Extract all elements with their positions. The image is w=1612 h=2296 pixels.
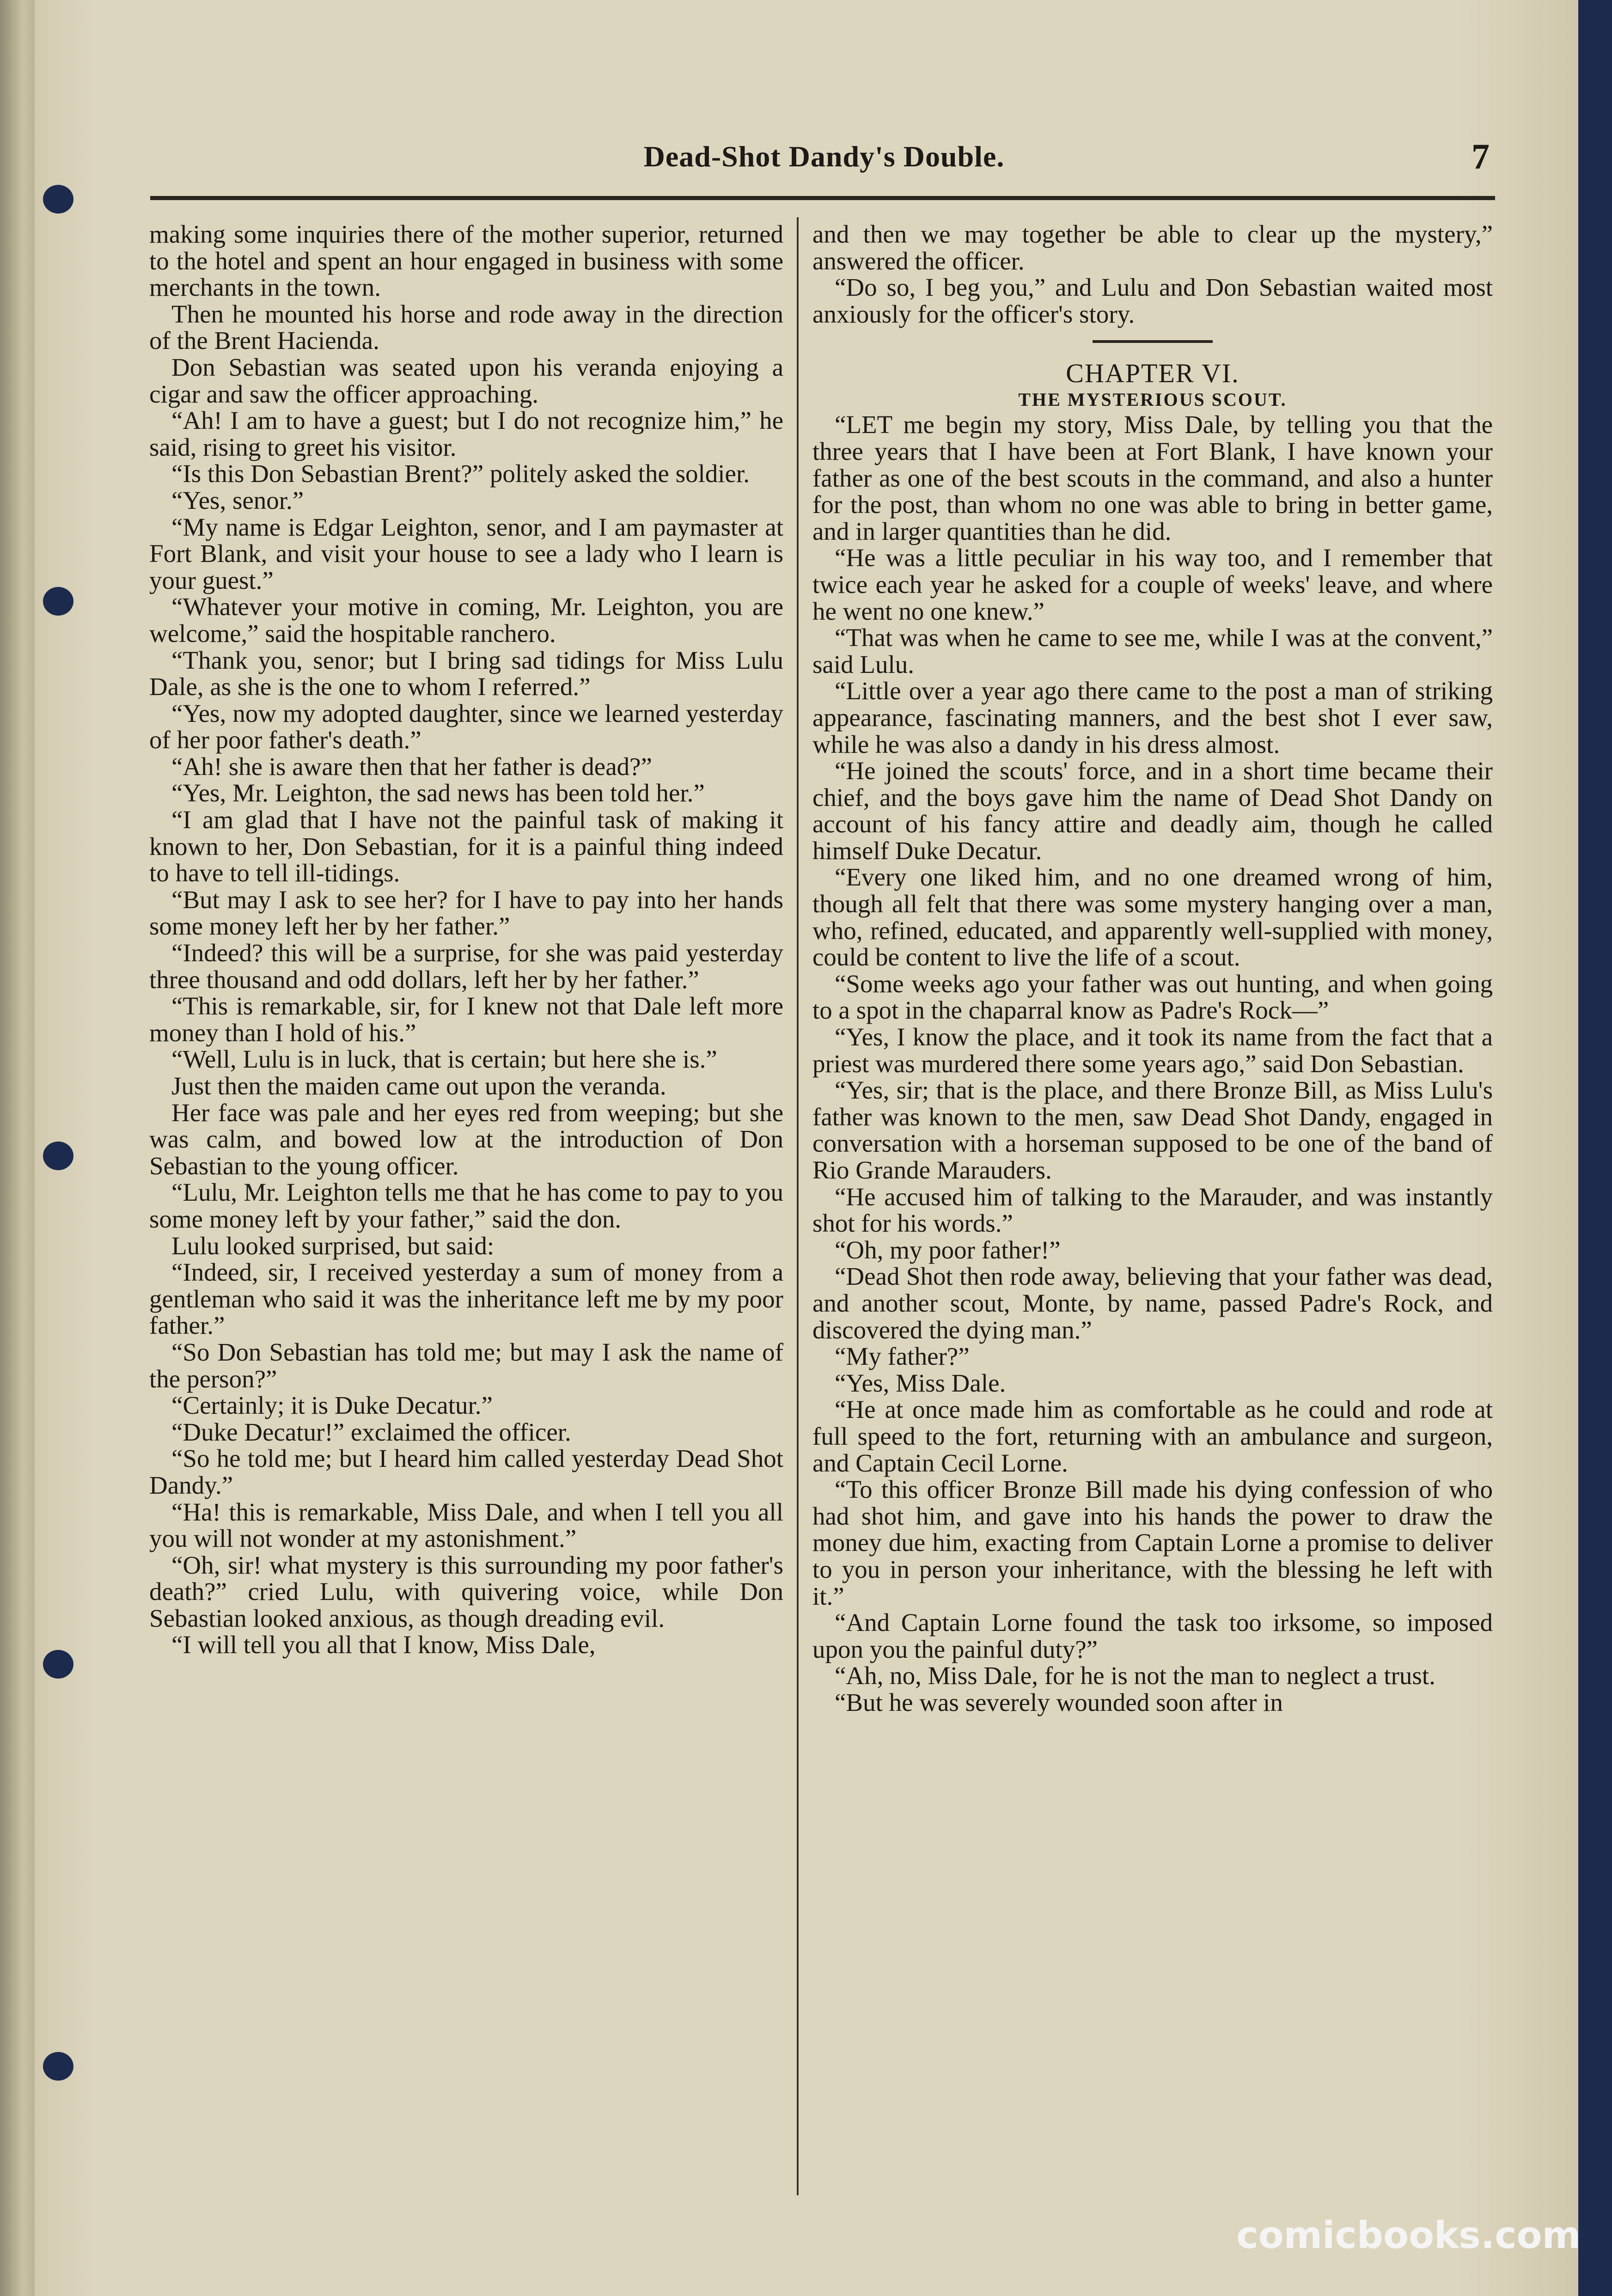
paragraph: “Thank you, senor; but I bring sad tidings for Miss Lulu Dale, as she is the one to whom I referred.” bbox=[149, 646, 783, 701]
paragraph: “He at once made him as comfortable as he could and rode at full speed to the fort, returning with an ambulance and surgeon, and Captain Cecil Lorne. bbox=[812, 1395, 1493, 1477]
paragraph: “Ha! this is remarkable, Miss Dale, and when I tell you all you will not wonder at my astonishment.” bbox=[149, 1497, 783, 1553]
running-head-title: Dead-Shot Dandy's Double. bbox=[643, 140, 1005, 173]
binding-stitch-hole bbox=[43, 2052, 73, 2081]
paragraph: “Ah! I am to have a guest; but I do not recognize him,” he said, rising to greet his visitor. bbox=[149, 406, 783, 461]
paragraph: Her face was pale and her eyes red from weeping; but she was calm, and bowed low at the introduction of Don Sebastian to the young officer. bbox=[149, 1098, 783, 1180]
paragraph: “Some weeks ago your father was out hunting, and when going to a spot in the chaparral know as Padre's Rock—” bbox=[812, 969, 1493, 1025]
paragraph: “Is this Don Sebastian Brent?” politely asked the soldier. bbox=[171, 459, 750, 488]
left-text-column bbox=[149, 221, 783, 2208]
paragraph: “Ah! she is aware then that her father is dead?” bbox=[171, 752, 652, 781]
paragraph: “Indeed, sir, I received yesterday a sum of money from a gentleman who said it was the inheritance left me by my poor father.” bbox=[149, 1258, 783, 1340]
paragraph: “Lulu, Mr. Leighton tells me that he has come to pay to you some money left by your father,” said the don. bbox=[149, 1178, 783, 1233]
section-rule bbox=[1093, 340, 1213, 343]
paragraph: “That was when he came to see me, while I was at the convent,” said Lulu. bbox=[812, 623, 1493, 678]
chapter-heading: CHAPTER VI. bbox=[1066, 358, 1240, 389]
paragraph: “He was a little peculiar in his way too, and I remember that twice each year he asked for a couple of weeks' leave, and where he went no one knew.” bbox=[812, 543, 1493, 625]
paragraph: Then he mounted his horse and rode away in the direction of the Brent Hacienda. bbox=[149, 299, 783, 355]
column-divider bbox=[797, 217, 799, 2195]
paragraph: “Duke Decatur!” exclaimed the officer. bbox=[171, 1417, 571, 1446]
paragraph: “LET me begin my story, Miss Dale, by telling you that the three years that I have been at Fort Blank, I have known your father as one of the best scouts in the command, and also a hunter for the post, than whom no one was able to bring in better game, and in larger quantities than he did. bbox=[812, 410, 1493, 545]
paragraph: “Certainly; it is Duke Decatur.” bbox=[171, 1391, 493, 1420]
paragraph: “Oh, sir! what mystery is this surrounding my poor father's death?” cried Lulu, with quivering voice, while Don Sebastian looked anxious, as though dreading evil. bbox=[149, 1551, 783, 1632]
paragraph: and then we may together be able to clear up the mystery,” answered the officer. bbox=[812, 221, 1493, 275]
paragraph: “This is remarkable, sir, for I knew not that Dale left more money than I hold of his.” bbox=[149, 992, 783, 1047]
paragraph: “And Captain Lorne found the task too irksome, so imposed upon you the painful duty?” bbox=[812, 1608, 1493, 1663]
paragraph: “Little over a year ago there came to the post a man of striking appearance, fascinating manners, and the best shot I ever saw, while he was also a dandy in his dress almost. bbox=[812, 677, 1493, 758]
binding-stitch-hole bbox=[43, 185, 73, 214]
paragraph: “But may I ask to see her? for I have to pay into her hands some money left her by her father.” bbox=[149, 885, 783, 940]
paragraph: “My name is Edgar Leighton, senor, and I am paymaster at Fort Blank, and visit your house to see a lady who I learn is your guest.” bbox=[149, 513, 783, 594]
paragraph: “To this officer Bronze Bill made his dying confession of who had shot him, and gave into his hands the power to draw the money due him, exacting from Captain Lorne a promise to deliver to you in person your inheritance, with the blessing he left with it.” bbox=[812, 1475, 1493, 1610]
paragraph: making some inquiries there of the mother superior, returned to the hotel and spent an hour engaged in business with some merchants in the town. bbox=[149, 221, 783, 302]
paragraph: “Whatever your motive in coming, Mr. Leighton, you are welcome,” said the hospitable ranchero. bbox=[149, 592, 783, 647]
paragraph: “Yes, now my adopted daughter, since we learned yesterday of her poor father's death.” bbox=[149, 699, 783, 754]
paragraph: “He accused him of talking to the Marauder, and was instantly shot for his words.” bbox=[812, 1182, 1493, 1238]
watermark-text: comicbooks.com bbox=[1236, 2214, 1581, 2257]
paragraph: “I will tell you all that I know, Miss Dale, bbox=[171, 1630, 596, 1659]
right-text-column bbox=[812, 221, 1493, 2208]
paragraph: “Yes, sir; that is the place, and there Bronze Bill, as Miss Lulu's father was known to the men, saw Dead Shot Dandy, engaged in conversation with a horseman supposed to be one of the band of Rio Grande Marauders. bbox=[812, 1076, 1493, 1184]
paragraph: Don Sebastian was seated upon his veranda enjoying a cigar and saw the officer approaching. bbox=[149, 353, 783, 408]
page-number: 7 bbox=[1472, 136, 1490, 177]
paragraph: “Dead Shot then rode away, believing that your father was dead, and another scout, Monte, by name, passed Padre's Rock, and discovered the dying man.” bbox=[812, 1262, 1493, 1344]
paragraph: “Well, Lulu is in luck, that is certain; but here she is.” bbox=[171, 1045, 717, 1074]
paragraph: “Oh, my poor father!” bbox=[835, 1235, 1061, 1264]
binding-stitch-hole bbox=[43, 587, 73, 616]
paragraph: “Ah, no, Miss Dale, for he is not the man to neglect a trust. bbox=[835, 1661, 1435, 1690]
paragraph: “Do so, I beg you,” and Lulu and Don Sebastian waited most anxiously for the officer's story. bbox=[812, 273, 1493, 328]
paragraph: Lulu looked surprised, but said: bbox=[171, 1231, 495, 1260]
paragraph: “I am glad that I have not the painful task of making it known to her, Don Sebastian, for it is a painful thing indeed to have to tell ill-tidings. bbox=[149, 806, 783, 887]
paragraph: “Yes, senor.” bbox=[171, 486, 304, 514]
paragraph: “But he was severely wounded soon after in bbox=[835, 1688, 1283, 1716]
paragraph: “Every one liked him, and no one dreamed wrong of him, though all felt that there was some mystery hanging over a man, who, refined, educated, and apparently well-supplied with money, could be content to live the life of a scout. bbox=[812, 863, 1493, 971]
chapter-title: THE MYSTERIOUS SCOUT. bbox=[1018, 389, 1287, 410]
binding-stitch-hole bbox=[43, 1650, 73, 1679]
paragraph: “Yes, Miss Dale. bbox=[835, 1368, 1006, 1397]
paragraph: Just then the maiden came out upon the veranda. bbox=[171, 1072, 666, 1100]
binding-stitch-hole bbox=[43, 1142, 73, 1170]
paragraph: “So he told me; but I heard him called yesterday Dead Shot Dandy.” bbox=[149, 1444, 783, 1499]
header-rule bbox=[150, 196, 1495, 200]
paragraph: “He joined the scouts' force, and in a short time became their chief, and the boys gave him the name of Dead Shot Dandy on account of his fancy attire and deadly aim, though he called himself Duke Decatur. bbox=[812, 757, 1493, 865]
paragraph: “So Don Sebastian has told me; but may I ask the name of the person?” bbox=[149, 1337, 783, 1393]
book-page bbox=[35, 0, 1578, 2296]
paragraph: “Indeed? this will be a surprise, for she was paid yesterday three thousand and odd dollars, left her by her father.” bbox=[149, 939, 783, 994]
paragraph: “Yes, Mr. Leighton, the sad news has been told her.” bbox=[171, 779, 705, 807]
running-head bbox=[159, 138, 1490, 182]
paragraph: “My father?” bbox=[835, 1342, 970, 1371]
paragraph: “Yes, I know the place, and it took its name from the fact that a priest was murdered there some years ago,” said Don Sebastian. bbox=[812, 1023, 1493, 1078]
